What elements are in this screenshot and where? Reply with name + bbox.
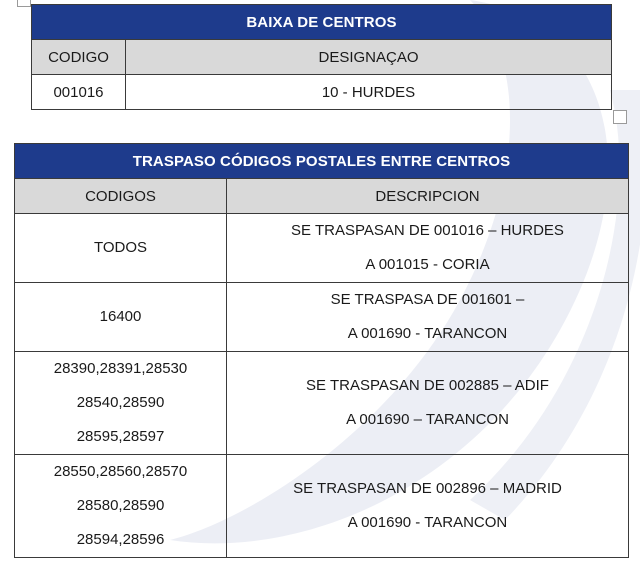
descripcion-line: SE TRASPASAN DE 002885 – ADIF: [306, 377, 549, 394]
descripcion-line: A 001690 - TARANCON: [347, 325, 508, 342]
codigos-line: 28595,28597: [76, 428, 165, 445]
baixa-header-codigo: CODIGO: [32, 40, 126, 75]
codigos-line: 28550,28560,28570: [53, 463, 188, 480]
codigos-line: 28390,28391,28530: [53, 360, 188, 377]
codigos-line: 28594,28596: [76, 531, 165, 548]
traspaso-cell-descripcion: [227, 455, 629, 558]
codigos-line: 28580,28590: [76, 497, 165, 514]
baixa-cell-codigo: 001016: [32, 75, 126, 110]
traspaso-cell-codigos: [15, 214, 227, 283]
table-row: [32, 75, 612, 110]
descripcion-line: SE TRASPASAN DE 002896 – MADRID: [293, 480, 562, 497]
traspaso-header-descripcion: DESCRIPCION: [227, 179, 629, 214]
traspaso-cell-codigos: [15, 352, 227, 455]
traspaso-cell-descripcion: [227, 352, 629, 455]
traspaso-header-codigos: CODIGOS: [15, 179, 227, 214]
codigos-line: TODOS: [93, 239, 148, 256]
traspaso-table-title: TRASPASO CÓDIGOS POSTALES ENTRE CENTROS: [15, 144, 629, 179]
codigos-line: 16400: [99, 308, 142, 325]
descripcion-line: SE TRASPASAN DE 001016 – HURDES: [291, 222, 564, 239]
baixa-header-designacao: DESIGNAÇAO: [126, 40, 612, 75]
descripcion-line: A 001015 - CORIA: [365, 256, 490, 273]
codigos-line: 28540,28590: [76, 394, 165, 411]
baixa-cell-designacao: 10 - HURDES: [126, 75, 612, 110]
table-row: [15, 352, 629, 455]
descripcion-line: A 001690 - TARANCON: [347, 514, 508, 531]
descripcion-line: SE TRASPASA DE 001601 –: [330, 291, 525, 308]
traspaso-cell-descripcion: [227, 283, 629, 352]
baixa-table-title: BAIXA DE CENTROS: [32, 5, 612, 40]
top-checkbox-fragment: [17, 0, 31, 7]
table-row: [15, 455, 629, 558]
descripcion-line: A 001690 – TARANCON: [346, 411, 509, 428]
traspaso-codigos-postales-table: [14, 143, 629, 558]
traspaso-cell-descripcion: [227, 214, 629, 283]
baixa-de-centros-table: [31, 4, 612, 110]
checkbox[interactable]: [613, 110, 627, 124]
table-row: [15, 283, 629, 352]
table-row: [15, 214, 629, 283]
traspaso-cell-codigos: [15, 283, 227, 352]
traspaso-cell-codigos: [15, 455, 227, 558]
